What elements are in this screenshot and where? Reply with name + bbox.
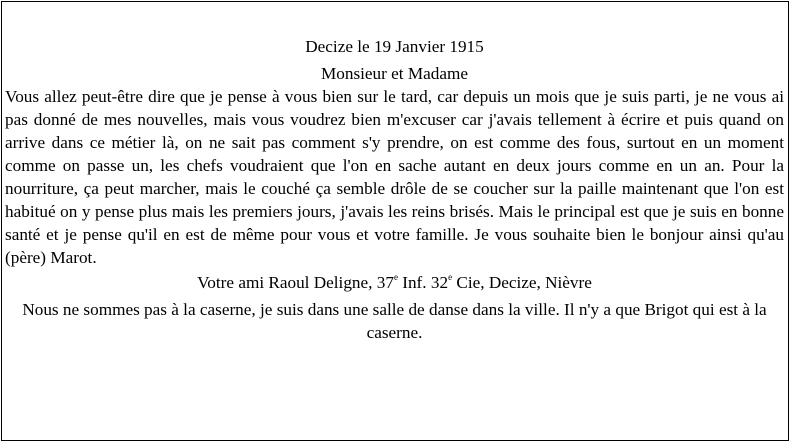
signature-superscript-2: e bbox=[448, 272, 453, 283]
signature-tail: Cie, Decize, Nièvre bbox=[452, 273, 592, 292]
letter-postscript: Nous ne sommes pas à la caserne, je suis dans une salle de danse dans la ville. Il n'y a que Brigot qui est à la caserne. bbox=[22, 300, 767, 342]
letter-body: Vous allez peut-être dire que je pense à vous bien sur le tard, car depuis un mois que je suis parti, je ne vous ai pas donné de mes nouvelles, mais vous voudrez bien m'excuser car j'avais tellement à écrire et puis quand on arrive dans ce métier là, on ne sait pas comment s'y prendre, on est comme des fous, surtout en un moment comme on passe un, les chefs voudraient que l'on en sache autant en deux jours comme en un an. Pour la nourriture, ça peut marcher, mais le couché ça semble drôle de se coucher sur la paille maintenant que l'on est habitué on y pense plus mais les premiers jours, j'avais les reins brisés. Mais le principal est que je suis en bonne santé et je pense qu'il en est de même pour vous et votre famille. Je vous souhaite bien le bonjour ainsi qu'au (père) Marot. bbox=[5, 87, 784, 267]
letter-salutation: Monsieur et Madame bbox=[320, 64, 468, 83]
letter-transcription bbox=[5, 35, 784, 344]
signature-lead: Votre ami Raoul Deligne, 37 bbox=[197, 273, 394, 292]
letter-signature bbox=[5, 271, 784, 294]
signature-mid: Inf. 32 bbox=[397, 273, 449, 292]
letter-date: Decize le 19 Janvier 1915 bbox=[305, 37, 484, 56]
signature-superscript-1: e bbox=[393, 272, 398, 283]
